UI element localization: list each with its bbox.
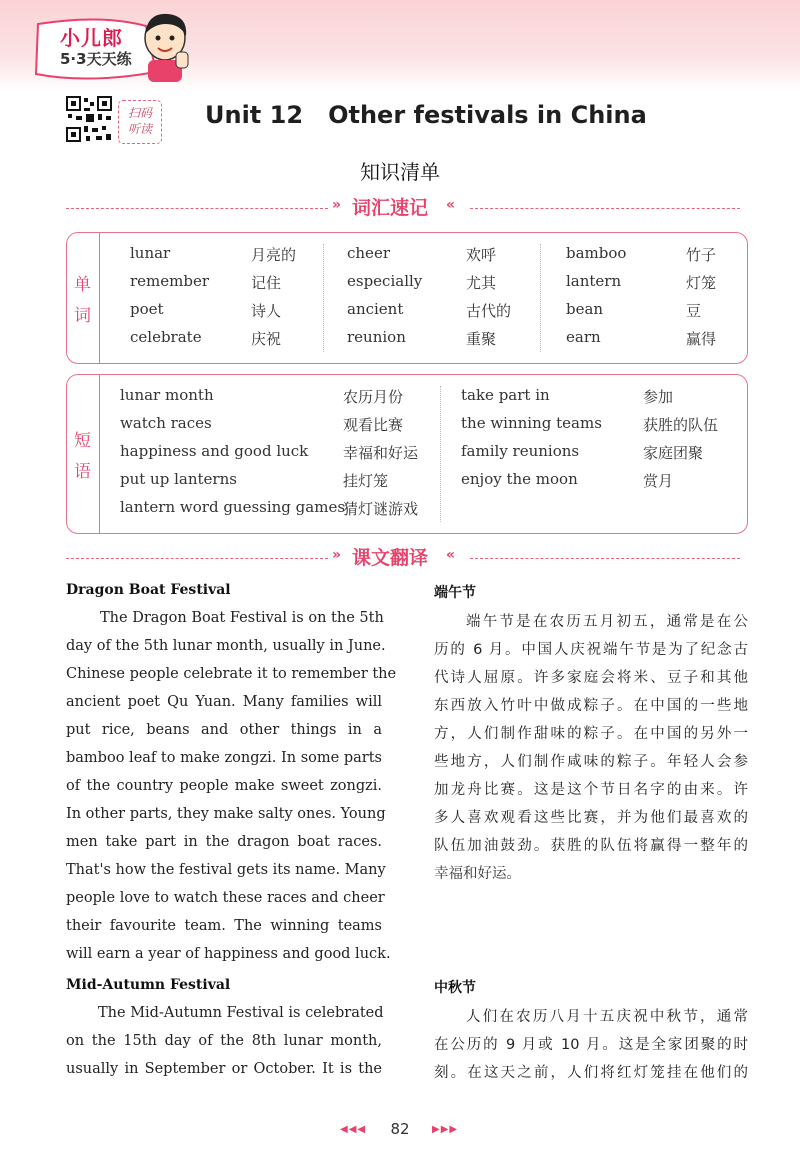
- text-line: 端午节是在农历五月初五，通常是在公: [466, 614, 748, 630]
- column-divider: [540, 244, 541, 352]
- phrases-side-label: [66, 374, 100, 534]
- phrase-en: lunar month: [120, 386, 214, 404]
- text-line: their favourite team. The winning teams: [66, 918, 382, 934]
- heading-mid-autumn-en: Mid-Autumn Festival: [66, 977, 231, 993]
- phrase-en: enjoy the moon: [461, 470, 578, 488]
- section-divider-left: [66, 558, 328, 559]
- unit-title: Unit 12 Other festivals in China: [205, 101, 647, 129]
- section-title-vocab: 词汇速记: [352, 197, 429, 219]
- text-line: 代诗人屈原。许多家庭会将米、豆子和其他: [434, 670, 748, 686]
- phrase-zh: 观看比赛: [343, 416, 404, 434]
- text-line: 些地方，人们制作咸味的粽子。年轻人会参: [434, 754, 748, 770]
- text-line: 在公历的 9 月或 10 月。这是全家团聚的时: [434, 1037, 748, 1053]
- word-zh: 诗人: [251, 302, 282, 320]
- mascot-boy-icon: [136, 8, 194, 84]
- word-en: especially: [347, 272, 423, 290]
- word-en: lunar: [130, 244, 171, 262]
- phrase-zh: 挂灯笼: [343, 472, 389, 490]
- text-line: The Mid-Autumn Festival is celebrated: [98, 1005, 384, 1021]
- text-line: put rice, beans and other things in a: [66, 722, 382, 738]
- section-divider-right: [470, 208, 740, 209]
- heading-dragon-boat-en: Dragon Boat Festival: [66, 582, 231, 598]
- word-en: earn: [566, 328, 601, 346]
- word-zh: 月亮的: [251, 246, 297, 264]
- chevron-right-icon: »: [332, 547, 342, 563]
- word-en: bamboo: [566, 244, 627, 262]
- word-en: poet: [130, 300, 164, 318]
- text-line: 方，人们制作甜味的粽子。在中国的另外一: [434, 726, 748, 742]
- section-divider-left: [66, 208, 328, 209]
- brand-title: 小儿郎: [60, 26, 123, 50]
- text-line: 人们在农历八月十五庆祝中秋节，通常: [466, 1009, 748, 1025]
- page-number: 82: [390, 1120, 410, 1138]
- text-line: ancient poet Qu Yuan. Many families will: [66, 694, 382, 710]
- text-line: will earn a year of happiness and good luck.: [66, 946, 391, 962]
- word-zh: 重聚: [466, 330, 497, 348]
- text-line: The Dragon Boat Festival is on the 5th: [100, 610, 384, 626]
- brand-subtitle: 5·3天天练: [60, 50, 132, 68]
- text-line: 历的 6 月。中国人庆祝端午节是为了纪念古: [434, 642, 748, 658]
- text-line: 多人喜欢观看这些比赛，并为他们最喜欢的: [434, 810, 748, 826]
- section-title-translation: 课文翻译: [352, 547, 429, 569]
- word-zh: 古代的: [466, 302, 512, 320]
- text-line: In other parts, they make salty ones. Young: [66, 806, 386, 822]
- phrases-side-char2: 语: [74, 462, 91, 482]
- words-side-char2: 词: [74, 306, 91, 326]
- phrase-zh: 家庭团聚: [643, 444, 704, 462]
- word-zh: 豆: [686, 302, 702, 320]
- text-line: 刻。在这天之前，人们将红灯笼挂在他们的: [434, 1065, 748, 1081]
- phrase-zh: 幸福和好运: [343, 444, 419, 462]
- word-en: ancient: [347, 300, 404, 318]
- text-line: Chinese people celebrate it to remember the: [66, 666, 397, 682]
- word-zh: 灯笼: [686, 274, 717, 292]
- phrase-zh: 农历月份: [343, 388, 404, 406]
- chevron-left-icon: «: [446, 547, 456, 563]
- text-line: of the country people make sweet zongzi.: [66, 778, 382, 794]
- word-en: lantern: [566, 272, 622, 290]
- text-line: men take part in the dragon boat races.: [66, 834, 382, 850]
- phrase-zh: 猜灯谜游戏: [343, 500, 419, 518]
- prev-arrows-icon: ◀◀◀: [340, 1124, 367, 1135]
- scan-label-line1: 扫码: [127, 106, 152, 120]
- text-line: 东西放入竹叶中做成粽子。在中国的一些地: [434, 698, 748, 714]
- word-zh: 赢得: [686, 330, 717, 348]
- word-en: cheer: [347, 244, 390, 262]
- word-en: bean: [566, 300, 604, 318]
- text-line: That's how the festival gets its name. Many: [66, 862, 386, 878]
- text-line: usually in September or October. It is the: [66, 1061, 382, 1077]
- words-side-label: [66, 232, 100, 364]
- words-side-char1: 单: [74, 275, 91, 295]
- text-line: bamboo leaf to make zongzi. In some parts: [66, 750, 382, 766]
- text-line: on the 15th day of the 8th lunar month,: [66, 1033, 382, 1049]
- phrase-en: happiness and good luck: [120, 442, 309, 460]
- phrases-side-char1: 短: [74, 431, 91, 451]
- word-zh: 竹子: [686, 246, 717, 264]
- chevron-left-icon: «: [446, 197, 456, 213]
- word-zh: 尤其: [466, 274, 497, 292]
- word-en: remember: [130, 272, 210, 290]
- phrase-zh: 参加: [643, 388, 674, 406]
- text-line: 幸福和好运。: [434, 866, 521, 882]
- word-en: reunion: [347, 328, 406, 346]
- phrase-en: take part in: [461, 386, 550, 404]
- chevron-right-icon: »: [332, 197, 342, 213]
- qr-code-icon[interactable]: [66, 96, 112, 142]
- phrase-en: family reunions: [461, 442, 580, 460]
- word-zh: 欢呼: [466, 246, 497, 264]
- next-arrows-icon: ▶▶▶: [432, 1124, 459, 1135]
- column-divider: [323, 244, 324, 352]
- page-heading: 知识清单: [360, 160, 440, 184]
- section-divider-right: [470, 558, 740, 559]
- phrase-en: the winning teams: [461, 414, 602, 432]
- heading-mid-autumn-zh: 中秋节: [434, 980, 476, 996]
- scan-to-listen-badge[interactable]: [118, 100, 162, 144]
- phrase-en: lantern word guessing games: [120, 498, 346, 516]
- text-line: 加龙舟比赛。这是这个节日名字的由来。许: [434, 782, 748, 798]
- scan-label-line2: 听读: [127, 122, 152, 136]
- text-line: day of the 5th lunar month, usually in June.: [66, 638, 386, 654]
- text-line: 队伍加油鼓劲。获胜的队伍将赢得一整年的: [434, 838, 748, 854]
- heading-dragon-boat-zh: 端午节: [434, 585, 476, 601]
- word-en: celebrate: [130, 328, 202, 346]
- column-divider: [440, 386, 441, 522]
- text-line: people love to watch these races and cheer: [66, 890, 385, 906]
- phrase-en: watch races: [120, 414, 212, 432]
- phrase-en: put up lanterns: [120, 470, 237, 488]
- word-zh: 记住: [251, 274, 282, 292]
- word-zh: 庆祝: [251, 330, 282, 348]
- phrase-zh: 赏月: [643, 472, 674, 490]
- phrase-zh: 获胜的队伍: [643, 416, 719, 434]
